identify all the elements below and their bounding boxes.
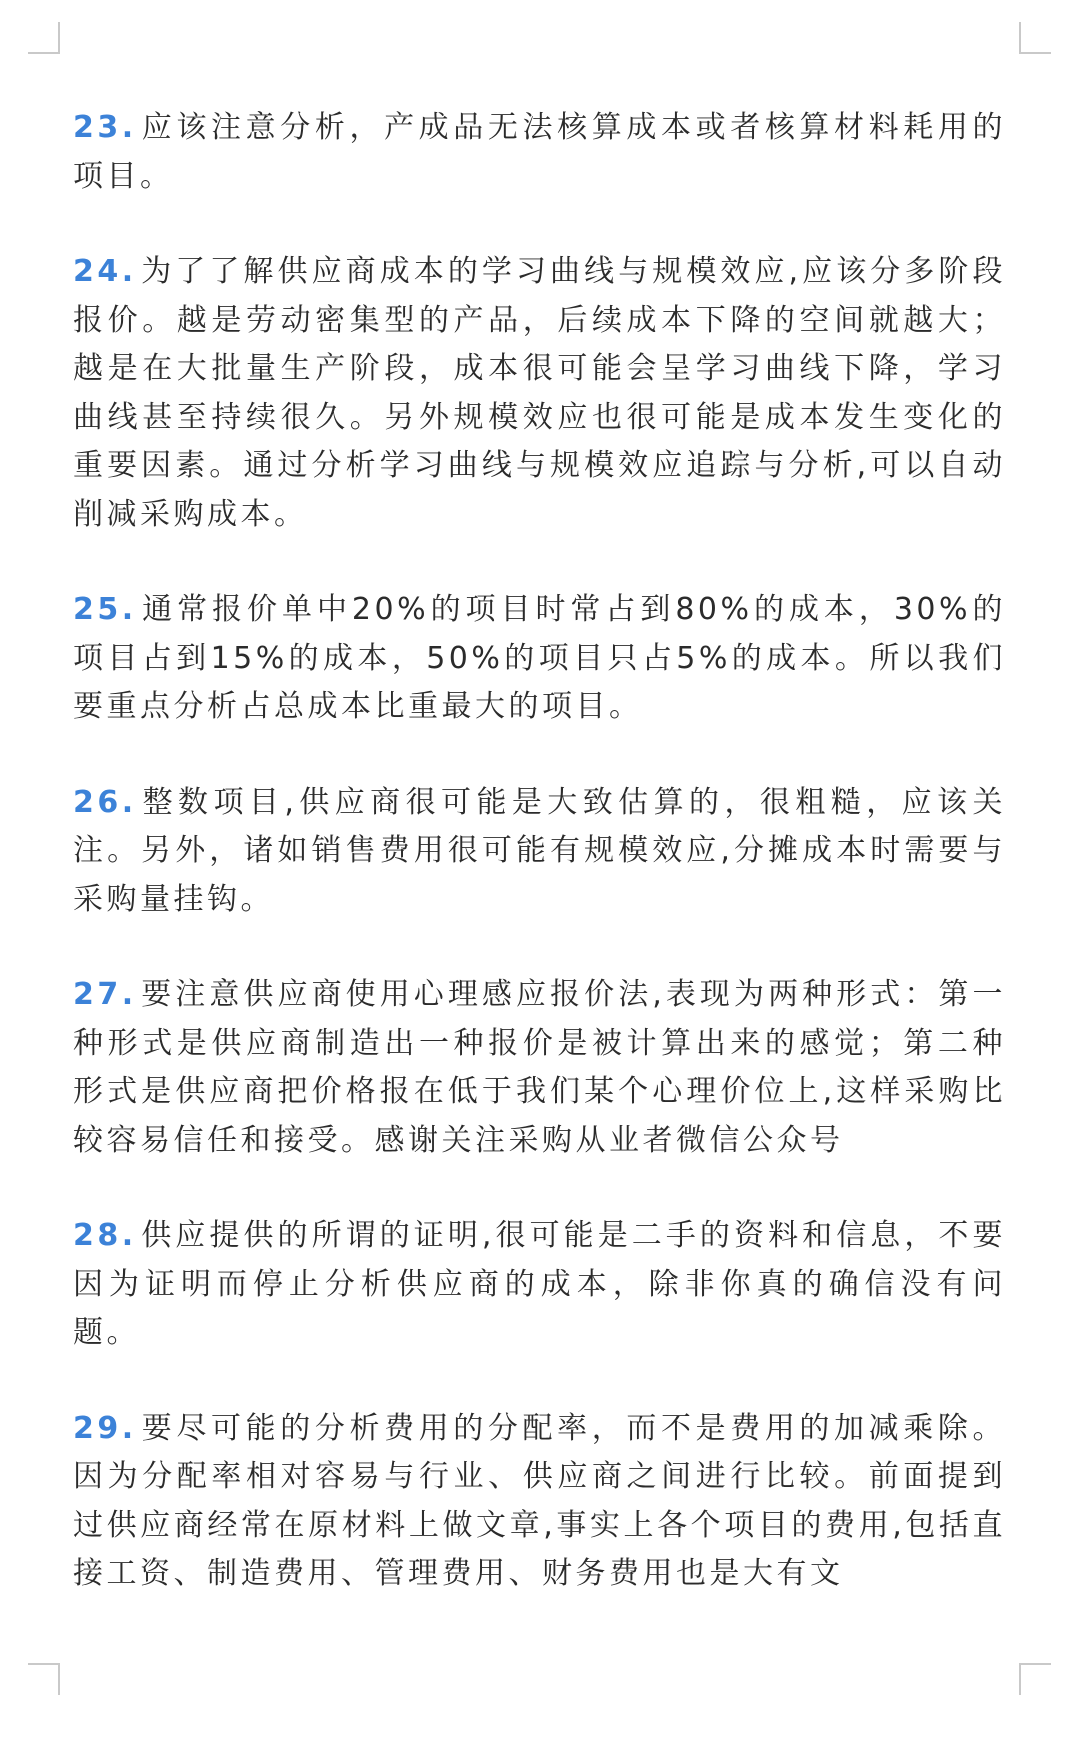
item-number: 29. <box>73 1410 137 1446</box>
item-text: 通常报价单中20%的项目时常占到80%的成本，30%的项目占到15%的成本，50%的项目只占5%的成本。所以我们要重点分析占总成本比重最大的项目。 <box>73 592 1006 724</box>
crop-mark-bottom-right <box>1019 1663 1051 1695</box>
list-item-29 <box>73 1405 1006 1599</box>
item-number: 26. <box>73 784 137 820</box>
item-number: 23. <box>73 110 137 145</box>
crop-mark-top-left <box>28 22 60 54</box>
crop-mark-bottom-left <box>28 1663 60 1695</box>
item-number: 28. <box>73 1218 137 1253</box>
list-item-24 <box>73 248 1006 539</box>
list-item-27 <box>73 971 1006 1165</box>
item-number: 25. <box>73 592 137 627</box>
item-text: 应该注意分析，产成品无法核算成本或者核算材料耗用的项目。 <box>73 110 1006 194</box>
list-item-23 <box>73 104 1006 201</box>
list-item-28 <box>73 1212 1006 1358</box>
item-text: 为了了解供应商成本的学习曲线与规模效应,应该分多阶段报价。越是劳动密集型的产品，后续成本下降的空间就越大；越是在大批量生产阶段，成本很可能会呈学习曲线下降，学习曲线甚至持续很久。另外规模效应也很可能是成本发生变化的重要因素。通过分析学习曲线与规模效应追踪与分析,可以自动削减采购成本。 <box>73 254 1006 532</box>
list-item-25 <box>73 586 1006 732</box>
list-item-26 <box>73 779 1006 925</box>
item-number: 27. <box>73 977 137 1012</box>
item-text: 要尽可能的分析费用的分配率，而不是费用的加减乘除。因为分配率相对容易与行业、供应商之间进行比较。前面提到过供应商经常在原材料上做文章,事实上各个项目的费用,包括直接工资、制造费用、管理费用、财务费用也是大有文 <box>73 1410 1006 1591</box>
item-text: 整数项目,供应商很可能是大致估算的，很粗糙，应该关注。另外，诸如销售费用很可能有规模效应,分摊成本时需要与采购量挂钩。 <box>73 784 1006 917</box>
item-text: 供应提供的所谓的证明,很可能是二手的资料和信息，不要因为证明而停止分析供应商的成本，除非你真的确信没有问题。 <box>73 1218 1006 1350</box>
item-number: 24. <box>73 254 137 289</box>
crop-mark-top-right <box>1019 22 1051 54</box>
item-text: 要注意供应商使用心理感应报价法,表现为两种形式：第一种形式是供应商制造出一种报价是被计算出来的感觉；第二种形式是供应商把价格报在低于我们某个心理价位上,这样采购比较容易信任和接受。感谢关注采购从业者微信公众号 <box>73 977 1006 1158</box>
document-body <box>73 104 1006 1646</box>
